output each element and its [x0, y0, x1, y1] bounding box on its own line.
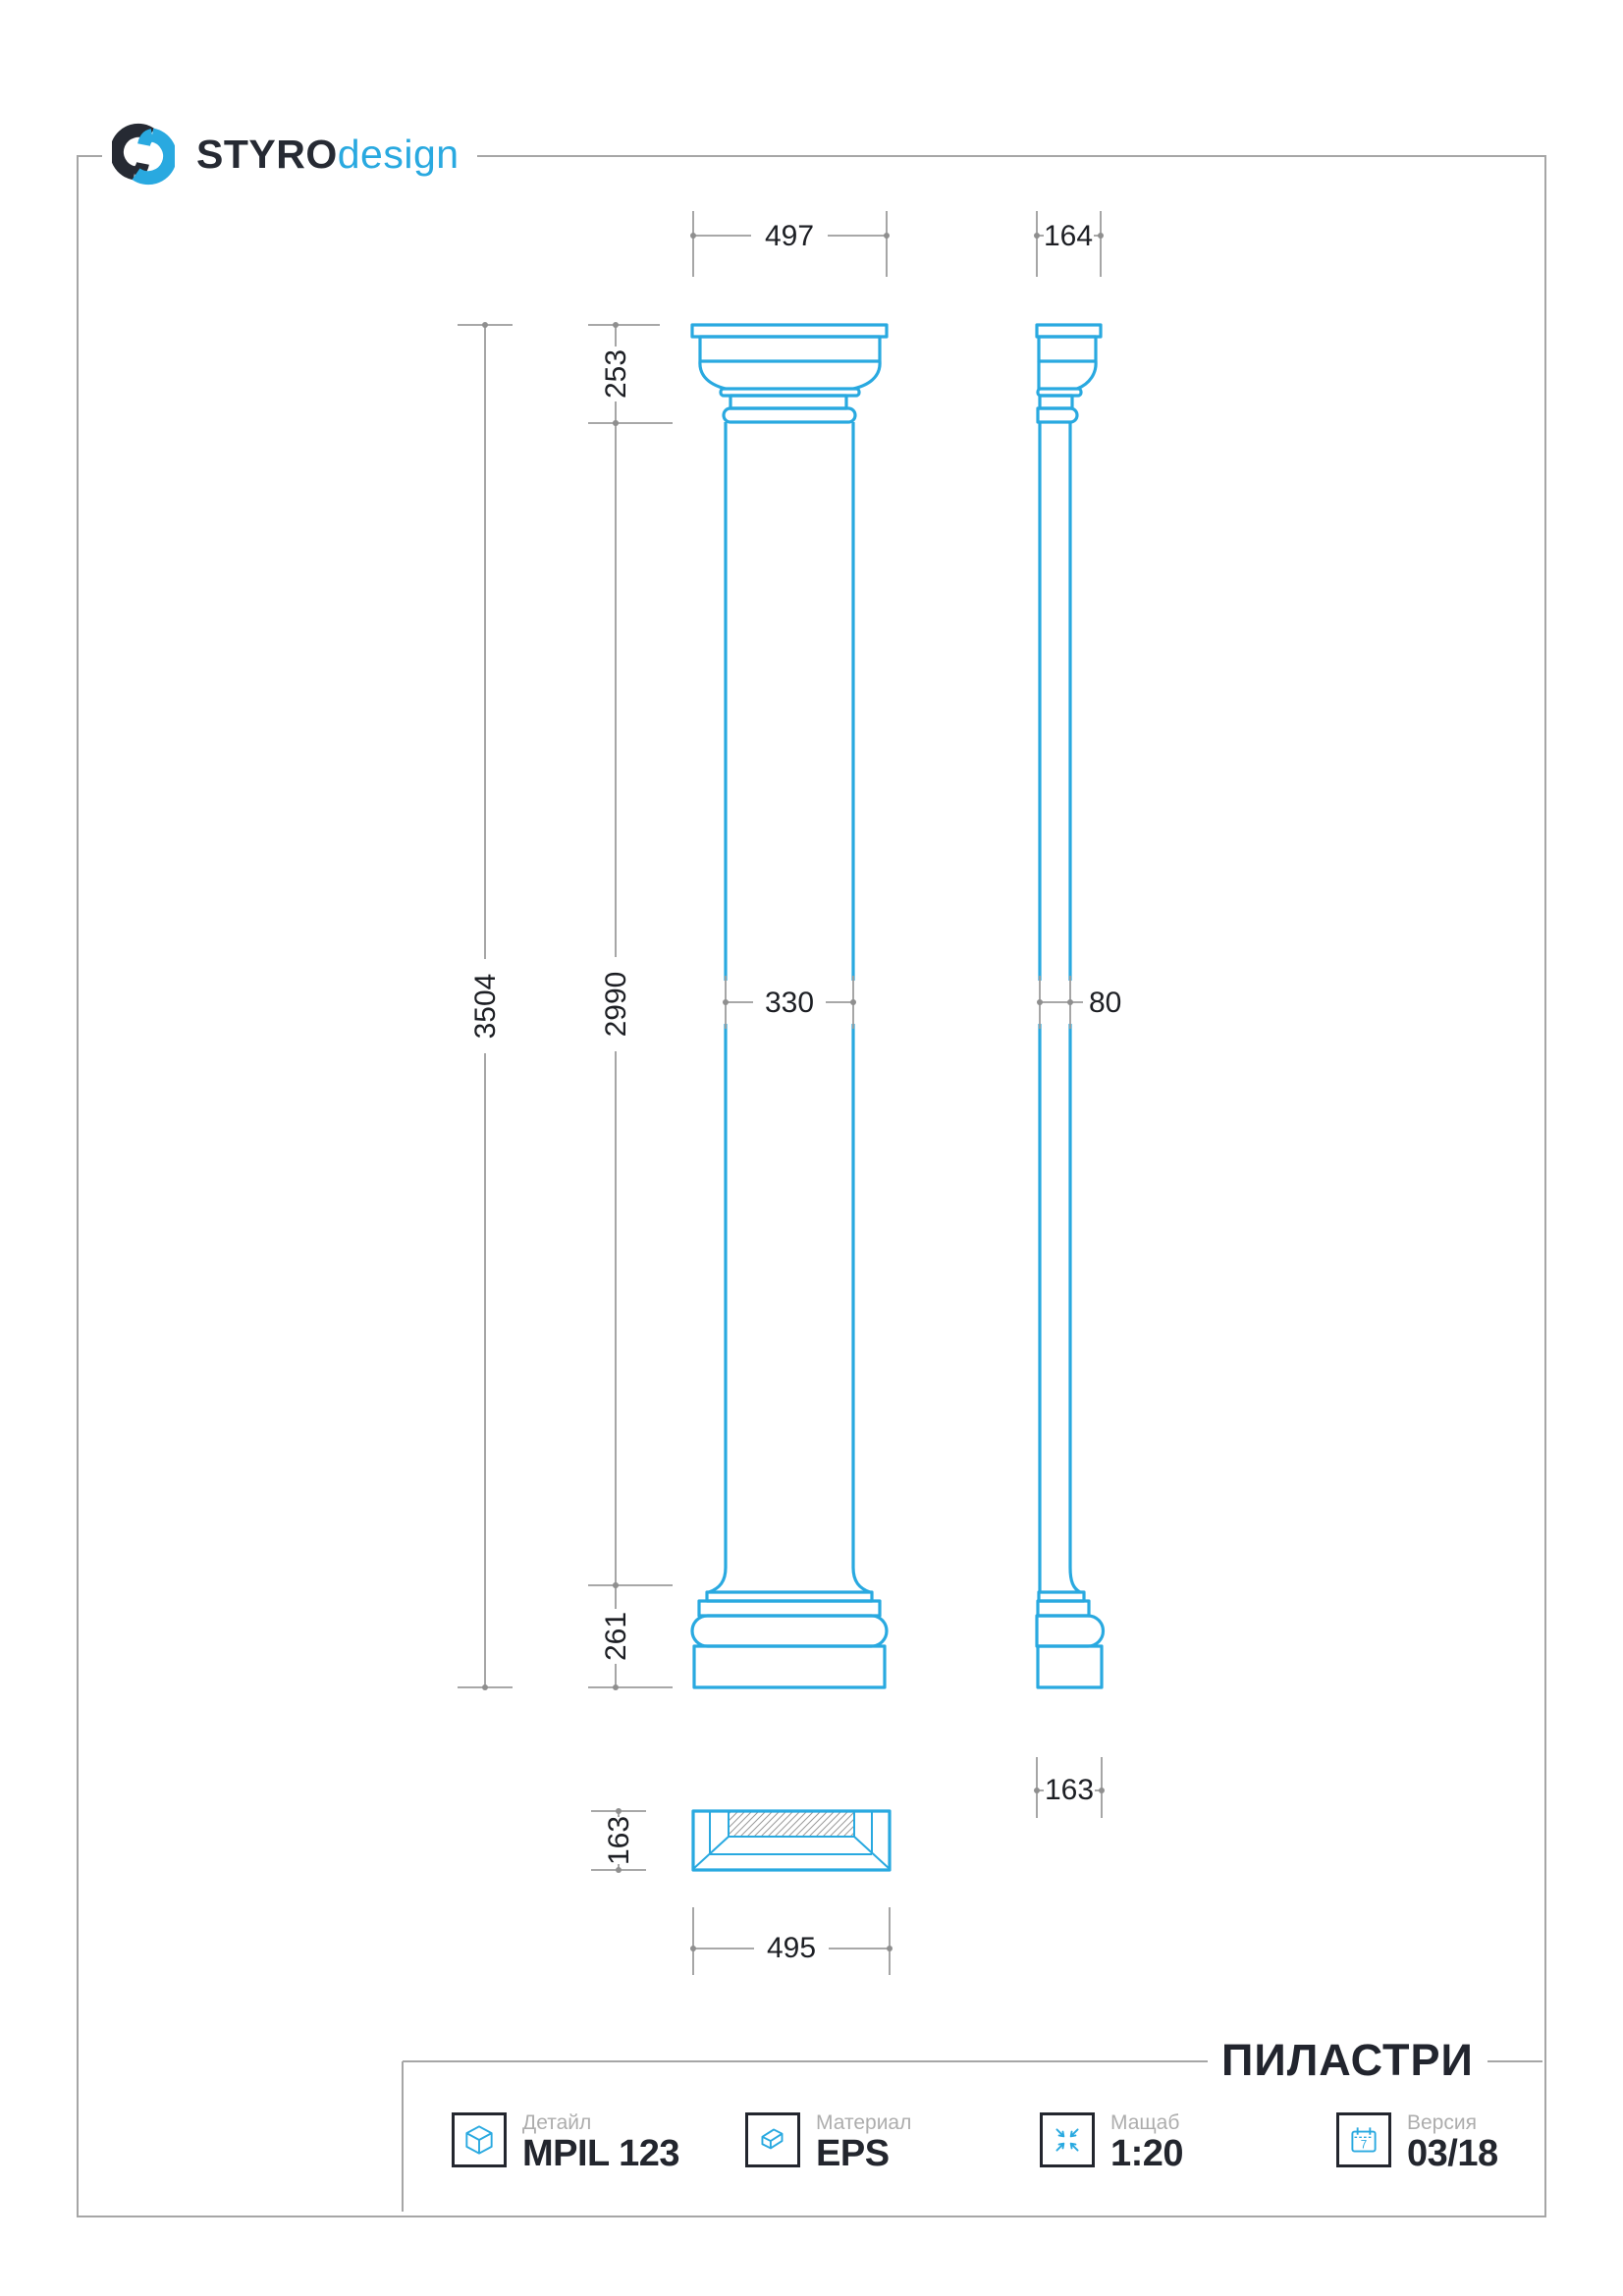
calendar-icon	[1345, 2121, 1382, 2159]
material-icon-box	[745, 2112, 800, 2167]
dimension-base-height	[588, 1582, 673, 1690]
dimension-shaft-depth	[1037, 976, 1121, 1029]
field-label: Мащаб	[1110, 2111, 1180, 2134]
dim-label-base-height: 261	[600, 1611, 632, 1662]
brand-logo-text	[196, 132, 460, 178]
field-scale	[1040, 2112, 1183, 2172]
side-shaft-edges	[1040, 422, 1070, 1568]
field-material	[745, 2112, 911, 2172]
scale-arrows-icon	[1049, 2121, 1086, 2159]
section-hatch	[729, 1811, 854, 1837]
version-icon-box	[1336, 2112, 1391, 2167]
brand-logo	[102, 120, 477, 188]
scale-icon-box	[1040, 2112, 1095, 2167]
plan-section-view	[693, 1811, 890, 1870]
field-label: Детайл	[522, 2111, 592, 2134]
sheet-title: ПИЛАСТРИ	[1208, 2036, 1488, 2085]
dimension-plan-width	[690, 1907, 893, 1975]
detail-icon-box	[452, 2112, 507, 2167]
field-detail	[452, 2112, 679, 2172]
dimension-base-depth	[1034, 1757, 1105, 1818]
dimension-capital-width	[690, 211, 890, 277]
dim-label-plan-width: 495	[766, 1932, 817, 1964]
brand-logo-icon	[112, 123, 175, 186]
field-value-version: 03/18	[1407, 2133, 1498, 2174]
material-box-icon	[754, 2121, 791, 2159]
dim-label-base-depth: 163	[1044, 1774, 1095, 1806]
field-label: Версия	[1407, 2111, 1477, 2134]
calendar-day-glyph: 7	[1360, 2138, 1368, 2152]
field-value-material: EPS	[816, 2133, 890, 2174]
field-value-detail: MPIL 123	[522, 2133, 680, 2174]
dimension-total-height	[458, 322, 513, 1690]
dim-label-shaft-height: 2990	[600, 971, 632, 1038]
dimension-capital-depth	[1034, 211, 1104, 277]
field-version	[1336, 2112, 1498, 2172]
brand-name-bold: STYRO	[196, 131, 338, 177]
field-label: Материал	[816, 2111, 912, 2134]
dim-label-capital-height: 253	[600, 348, 632, 400]
cube-icon	[460, 2121, 498, 2159]
dimension-shaft-width	[723, 976, 856, 1029]
brand-name-light: design	[337, 131, 460, 177]
dim-label-total-height: 3504	[469, 973, 502, 1040]
dimension-plan-depth	[591, 1808, 646, 1873]
field-value-scale: 1:20	[1110, 2133, 1184, 2174]
dimension-shaft-height	[588, 420, 673, 1588]
dimension-capital-height	[588, 322, 673, 426]
dim-label-capital-width: 497	[764, 220, 815, 252]
dim-label-capital-depth: 164	[1043, 220, 1094, 252]
dim-label-shaft-width: 330	[764, 987, 815, 1019]
dim-label-plan-depth: 163	[603, 1815, 635, 1866]
dim-label-shaft-depth: 80	[1089, 987, 1122, 1019]
